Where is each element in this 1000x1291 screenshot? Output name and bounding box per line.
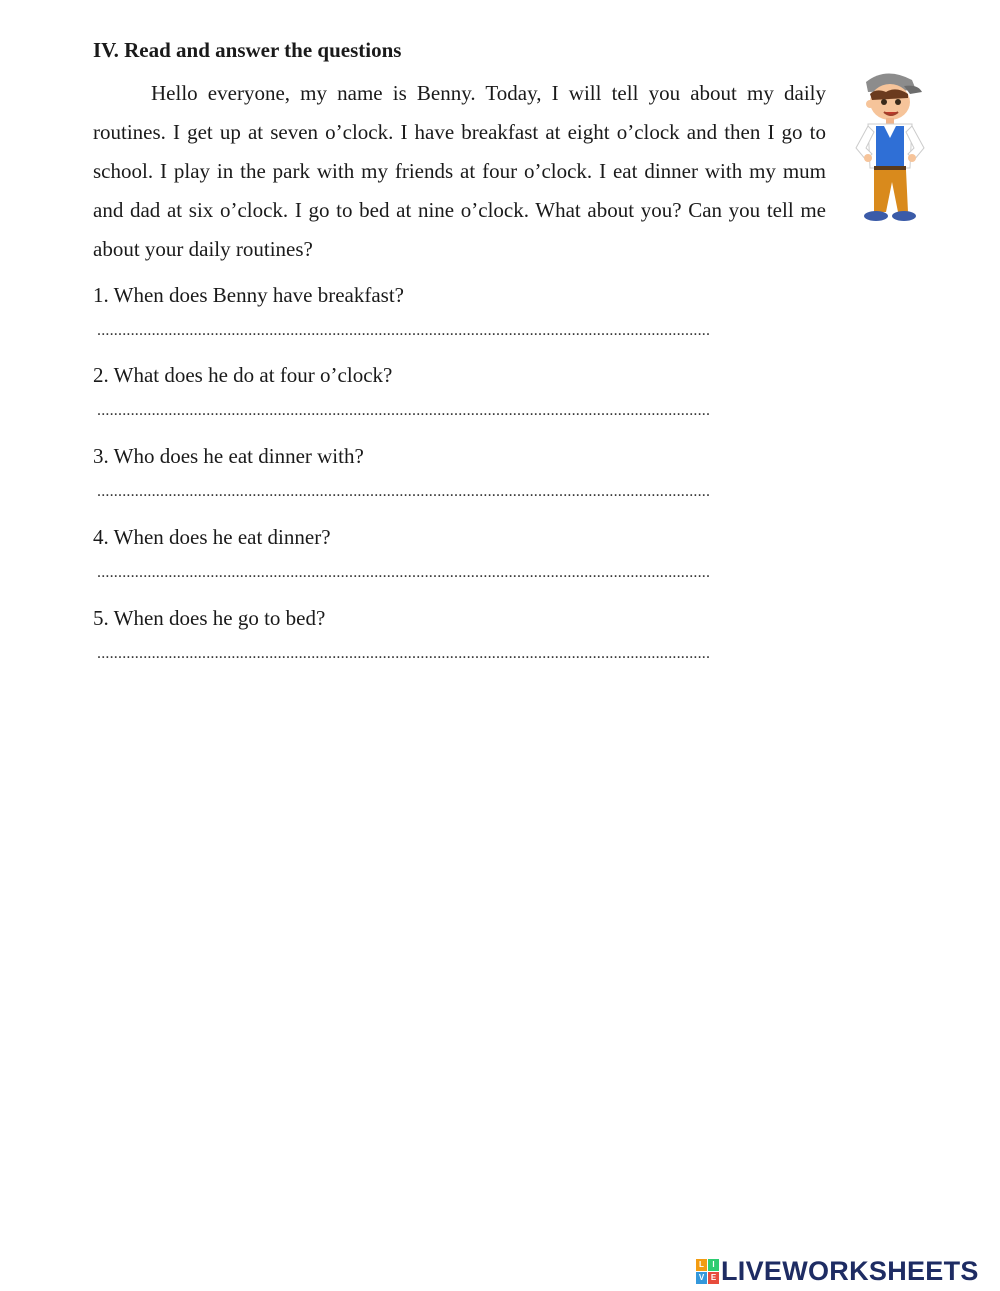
question-block-5 <box>93 605 827 662</box>
answer-field[interactable]: .................................................................................................................................................. <box>97 564 711 581</box>
logo-mark-letter: V <box>696 1272 707 1284</box>
question-block-4 <box>93 524 827 581</box>
logo-mark-letter: E <box>708 1272 719 1284</box>
logo-mark-icon <box>696 1259 718 1283</box>
answer-field[interactable]: .................................................................................................................................................. <box>97 402 711 419</box>
liveworksheets-logo <box>696 1256 979 1286</box>
question-text: 5. When does he go to bed? <box>93 606 326 630</box>
question-text: 1. When does Benny have breakfast? <box>93 283 405 307</box>
logo-mark-letter: I <box>708 1259 719 1271</box>
reading-passage: Hello everyone, my name is Benny. Today, I will tell you about my daily routines. I get up at seven o’clock. I have breakfast at eight o’clock and then I go to school. I play in the park with my friends at four o’clock. I eat dinner with my mum and dad at six o’clock. I go to bed at nine o’clock. What about you? Can you tell me about your daily routines? <box>93 81 826 261</box>
question-block-2 <box>93 362 827 419</box>
question-text: 2. What does he do at four o’clock? <box>93 363 393 387</box>
section-heading: IV. Read and answer the questions <box>93 38 402 62</box>
logo-mark-letter: L <box>696 1259 707 1271</box>
question-text: 4. When does he eat dinner? <box>93 525 331 549</box>
question-block-1 <box>93 282 827 339</box>
answer-field[interactable]: .................................................................................................................................................. <box>97 483 711 500</box>
question-block-3 <box>93 443 827 500</box>
boy-cartoon-illustration <box>846 64 926 224</box>
answer-field[interactable]: .................................................................................................................................................. <box>97 645 711 662</box>
question-text: 3. Who does he eat dinner with? <box>93 444 364 468</box>
answer-field[interactable]: .................................................................................................................................................. <box>97 322 711 339</box>
logo-text: LIVEWORKSHEETS <box>721 1255 979 1286</box>
